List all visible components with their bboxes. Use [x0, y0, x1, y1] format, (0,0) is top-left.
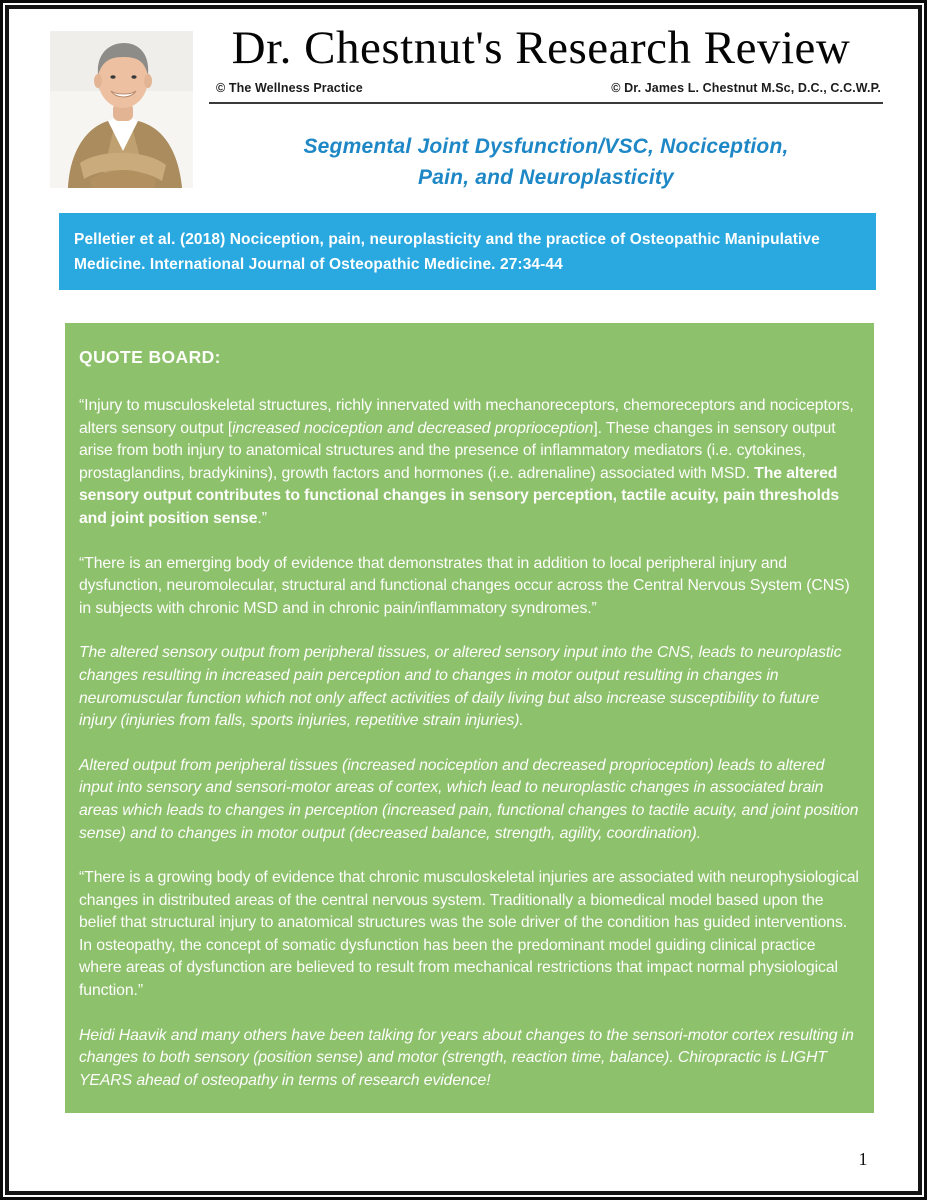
quote-text-run: The altered sensory output from peripheral tissues, or altered sensory input into the CNS, leads to neuroplastic changes resulting in increased pain perception and to changes in motor output resulting in changes in neuromuscular function which not only affect activities of daily living but also increase susceptibility to future injury (injuries from falls, sports injuries, repetitive strain injuries).: [79, 644, 842, 730]
header-divider: [209, 102, 883, 104]
quote-text-run: .”: [257, 509, 267, 527]
quote-board: [65, 323, 874, 1113]
author-portrait-photo: [50, 31, 193, 188]
quote-text-run: ]. These changes in sensory output arise from both injury to anatomical structures and the presence of inflammatory mediators (i.e. cytokines, prostaglandins, bradykinins), growth factors and hormones (i.e. adrenaline) associated with MSD.: [79, 419, 836, 482]
quote-paragraph: [79, 1025, 860, 1093]
quote-paragraph: [79, 755, 860, 845]
quote-text-run: The altered sensory output contributes to functional changes in sensory perception, tactile acuity, pain thresholds and joint position sense: [79, 464, 840, 527]
subtitle-line-1: Segmental Joint Dysfunction/VSC, Nociception,: [303, 135, 789, 158]
quote-board-heading: QUOTE BOARD:: [79, 347, 221, 367]
quote-paragraph: [79, 867, 860, 1003]
quote-text-run: “There is an emerging body of evidence that demonstrates that in addition to local peripheral injury and dysfunction, neuromolecular, structural and functional changes occur across the Central Nervous System (CNS) in subjects with chronic MSD and in chronic pain/inflammatory syndromes.”: [79, 554, 850, 617]
quote-paragraph: [79, 395, 860, 531]
page-number: 1: [858, 1149, 868, 1169]
citation-banner: [59, 213, 876, 290]
citation-text: Pelletier et al. (2018) Nociception, pain, neuroplasticity and the practice of Osteopathic Manipulative Medicine. International Journal of Osteopathic Medicine. 27:34-44: [74, 230, 820, 273]
quote-text-run: Heidi Haavik and many others have been talking for years about changes to the sensori-motor cortex resulting in changes to both sensory (position sense) and motor (strength, reaction time, balance). Chiropractic is LIGHT YEARS ahead of osteopathy in terms of research evidence!: [79, 1026, 854, 1089]
copyright-left: © The Wellness Practice: [216, 81, 363, 95]
copyright-row: [209, 81, 881, 95]
article-subtitle: [209, 131, 883, 193]
quote-text-run: “There is a growing body of evidence that chronic musculoskeletal injuries are associated with neurophysiological changes in distributed areas of the central nervous system. Traditionally a biomedical model based upon the belief that structural injury to anatomical structures was the sole driver of the condition has guided interventions. In osteopathy, the concept of somatic dysfunction has been the predominant model guiding clinical practice where areas of dysfunction are believed to result from mechanical restrictions that impact normal physiological function.”: [79, 869, 859, 1000]
quote-text-run: “Injury to musculoskeletal structures, richly innervated with mechanoreceptors, chemoreceptors and nociceptors, alters sensory output [: [79, 397, 854, 437]
quote-paragraph: [79, 642, 860, 732]
quote-paragraphs: [79, 395, 860, 1092]
quote-paragraph: [79, 553, 860, 621]
page-title: Dr. Chestnut's Research Review: [231, 22, 851, 74]
portrait-illustration: [50, 31, 193, 188]
copyright-right: © Dr. James L. Chestnut M.Sc, D.C., C.C.W.P.: [611, 81, 881, 95]
subtitle-line-2: Pain, and Neuroplasticity: [418, 166, 674, 189]
quote-text-run: increased nociception and decreased proprioception: [232, 419, 594, 437]
quote-text-run: Altered output from peripheral tissues (increased nociception and decreased proprioception) leads to altered input into sensory and sensori-motor areas of cortex, which lead to neuroplastic changes in associated brain areas which leads to changes in perception (increased pain, functional changes to tactile acuity, and joint position sense) and to changes in motor output (decreased balance, strength, agility, coordination).: [79, 756, 859, 842]
